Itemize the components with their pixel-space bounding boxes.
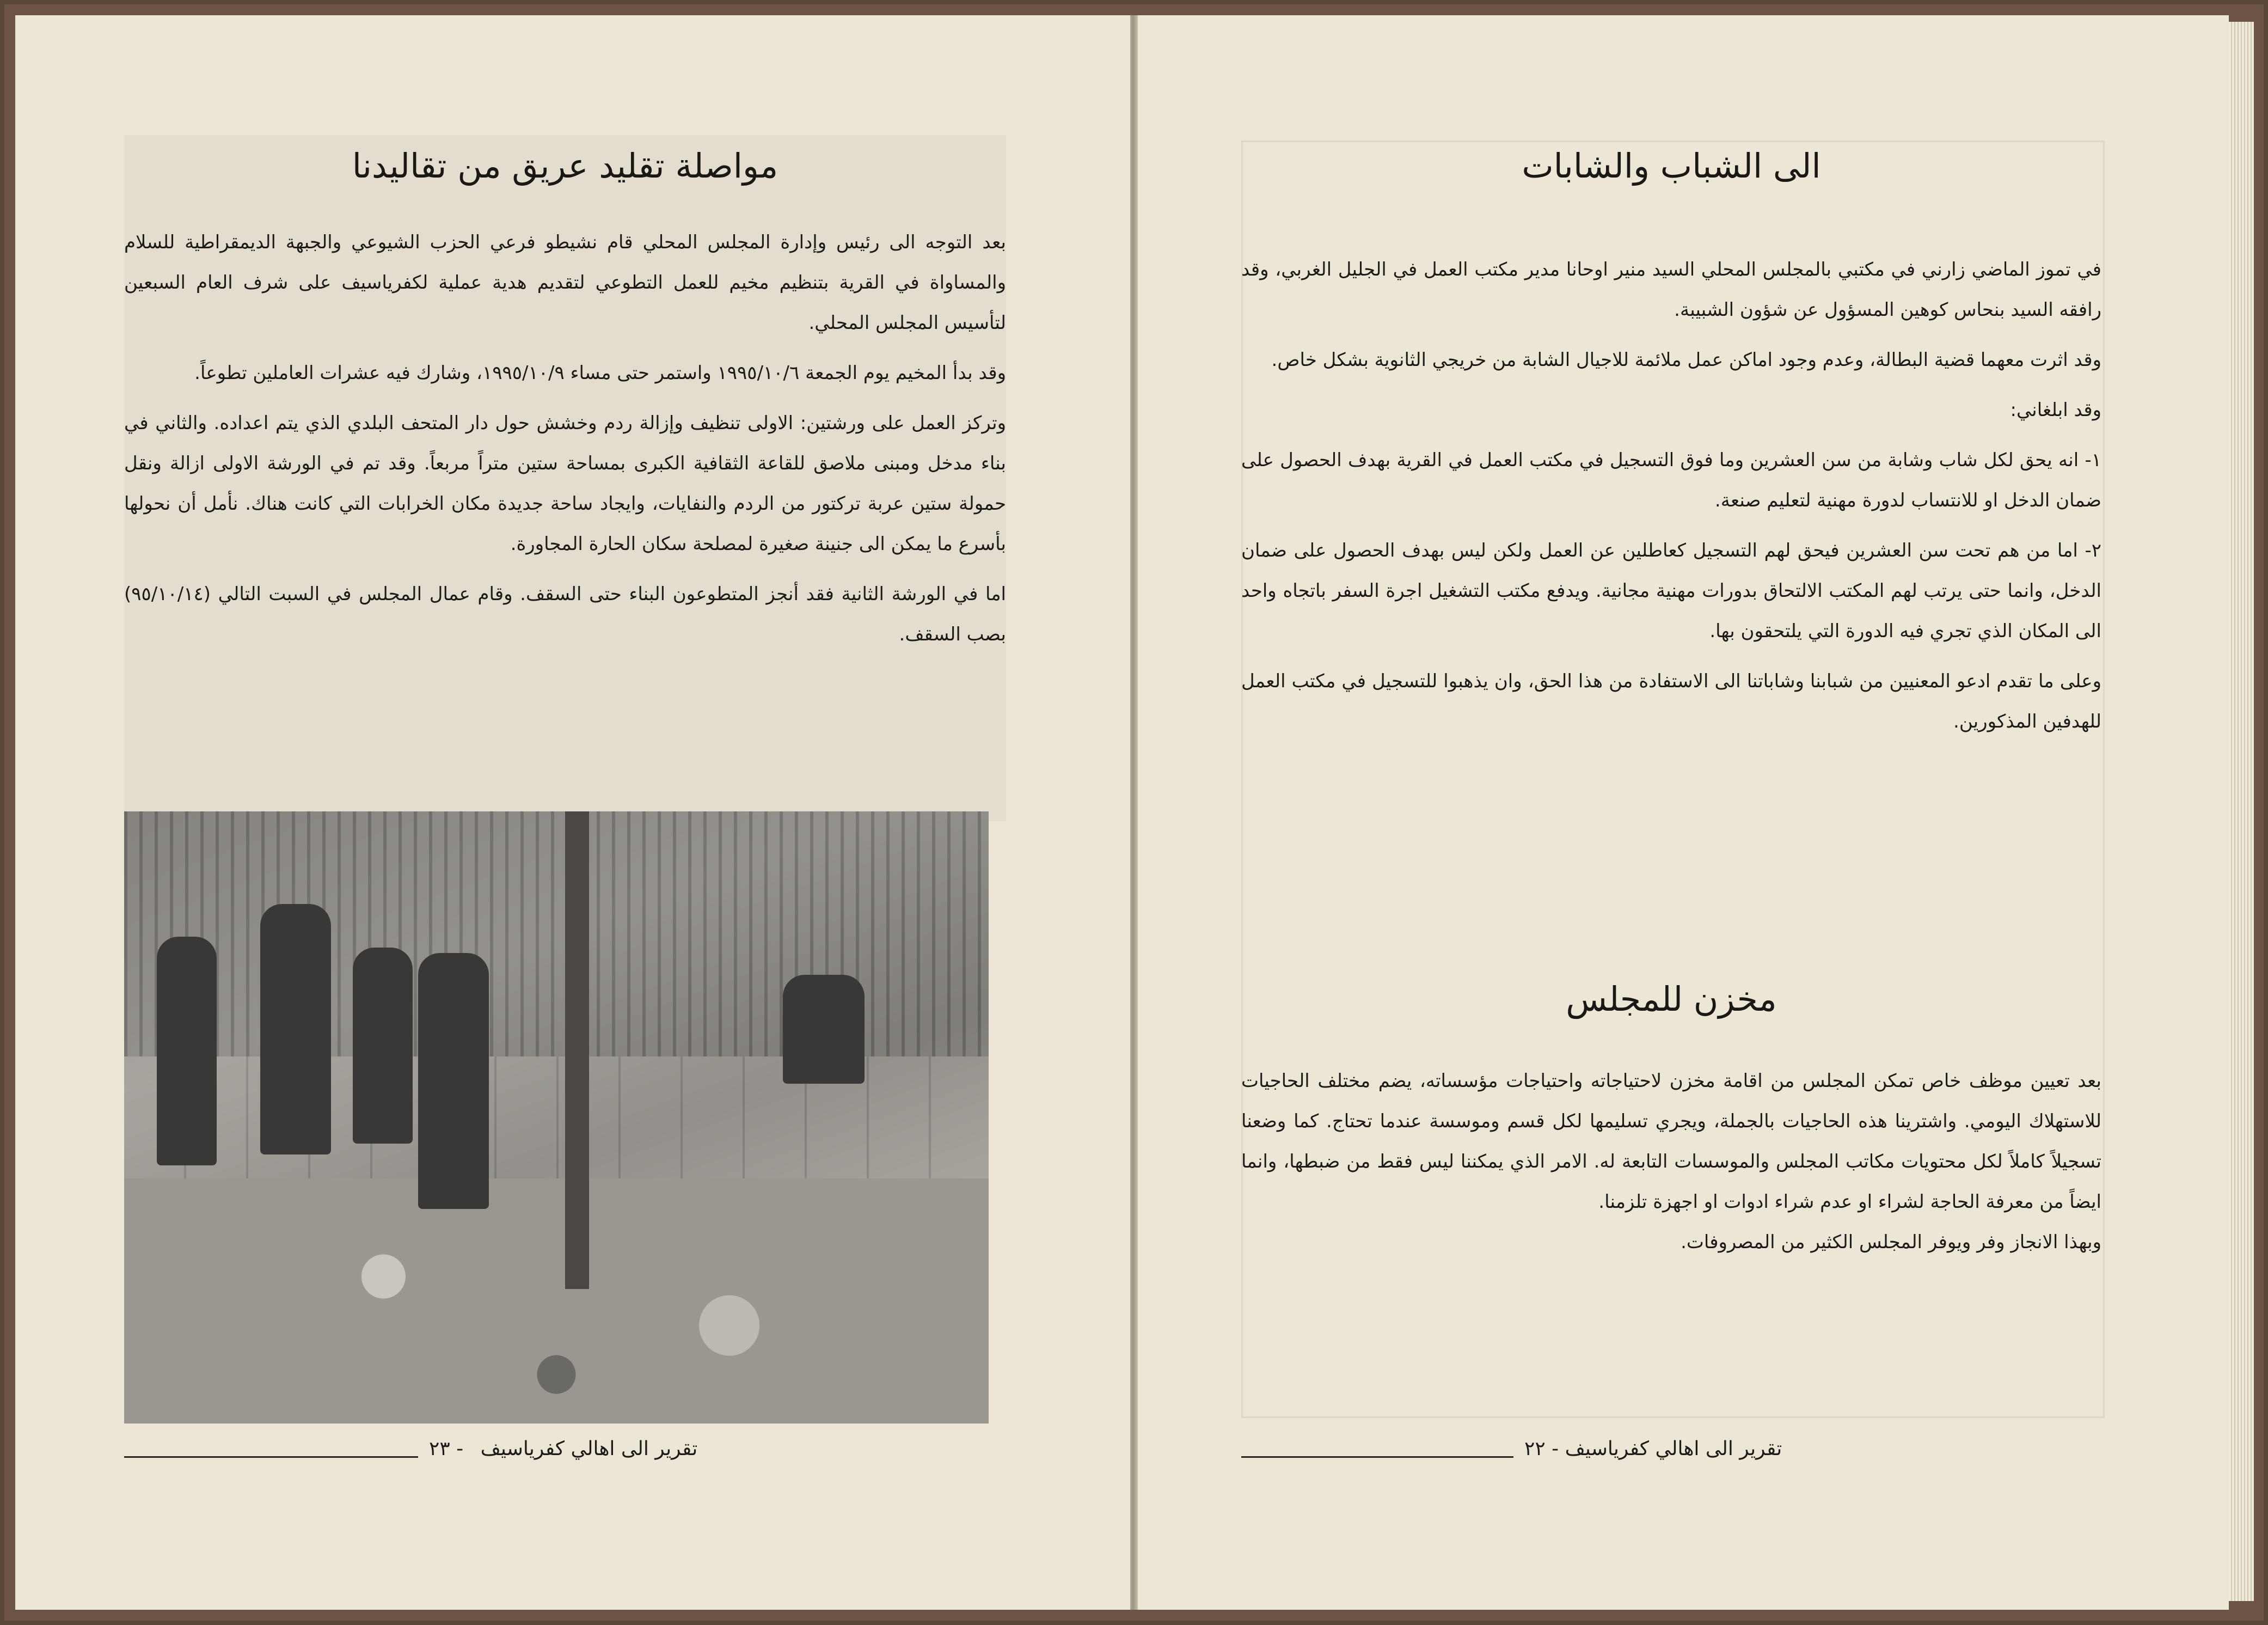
footer-rule (1241, 1456, 1513, 1458)
paragraph: اما في الورشة الثانية فقد أنجز المتطوعون البناء حتى السقف. وقام عمال المجلس في السبت التالي (٩٥/١٠/١٤) بصب السقف. (124, 583, 1006, 645)
right-page-title-youth: الى الشباب والشابات (1522, 146, 1821, 186)
page-number: - ٢٢ (1524, 1438, 1559, 1460)
paragraph: وبهذا الانجاز وفر ويوفر المجلس الكثير من المصروفات. (1681, 1231, 2101, 1253)
paragraph: ٢- اما من هم تحت سن العشرين فيحق لهم التسجيل كعاطلين عن العمل ولكن ليس بهدف الحصول على ضمان الدخل، وانما حتى يرتب لهم المكتب الالتحاق بدورات مهنية مجانية. ويدفع مكتب التشغيل اجرة السفر باتجاه واحد الى المكان الذي تجري فيه الدورة التي يلتحقون بها. (1241, 540, 2101, 642)
paragraph: وقد بدأ المخيم يوم الجمعة ١٩٩٥/١٠/٦ واستمر حتى مساء ١٩٩٥/١٠/٩، وشارك فيه عشرات العاملين تطوعاً. (194, 362, 1006, 384)
paragraph: في تموز الماضي زارني في مكتبي بالمجلس المحلي السيد منير اوحانا مدير مكتب العمل في الجليل الغربي، وقد رافقه السيد بنحاس كوهين المسؤول عن شؤون الشبيبة. (1241, 259, 2101, 321)
paragraph: وتركز العمل على ورشتين: الاولى تنظيف وإزالة ردم وخشش حول دار المتحف البلدي الذي يتم اعداده. والثاني في بناء مدخل ومبنى ملاصق للقاعة الثقافية الكبرى بمساحة ستين متراً مربعاً. وقد تم في الورشة الاولى ازالة ونقل حمولة ستين عربة تركتور من الردم والنفايات، وايجاد ساحة جديدة مكان الخرابات التي كانت هناك. نأمل أن نحولها بأسرع ما يمكن الى جنينة صغيرة لمصلحة سكان الحارة المجاورة. (124, 412, 1006, 555)
paragraph: وقد ابلغاني: (2010, 399, 2101, 421)
page-number: - ٢٣ (429, 1438, 464, 1460)
photo-worker (260, 904, 331, 1154)
left-page-body (124, 222, 1006, 655)
paragraph: ١- انه يحق لكل شاب وشابة من سن العشرين وما فوق التسجيل في مكتب العمل في القرية بهدف الحصول على ضمان الدخل او للانتساب لدورة مهنية لتعليم صنعة. (1241, 449, 2101, 511)
photo-pole (565, 811, 589, 1289)
photo-worker (418, 953, 489, 1209)
storage-section-body (1241, 1061, 2101, 1262)
paragraph: بعد تعيين موظف خاص تمكن المجلس من اقامة مخزن لاحتياجاته واحتياجات مؤسساته، يضم مختلف الحاجيات للاستهلاك اليومي. واشترينا هذه الحاجيات بالجملة، ويجري تسليمها لكل قسم وموسسة عندما تحتاج. كما وضعنا تسجيلاً كاملاً لكل محتويات مكاتب المجلس والموسسات التابعة له. الامر الذي يمكننا ليس فقط من ضبطها، وانما ايضاً من معرفة الحاجة لشراء او عدم شراء ادوات او اجهزة تلزمنا. (1241, 1070, 2101, 1213)
left-page (15, 15, 1130, 1610)
page-edges (2229, 22, 2254, 1601)
footer-rule (124, 1456, 418, 1458)
youth-section-body (1241, 249, 2101, 742)
paragraph: بعد التوجه الى رئيس وإدارة المجلس المحلي قام نشيطو فرعي الحزب الشيوعي والجبهة الديمقراطية للسلام والمساواة في القرية بتنظيم مخيم للعمل التطوعي لتقديم هدية عملية لكفرياسيف على شرف العام السبعين لتأسيس المجلس المحلي. (124, 231, 1006, 334)
left-page-footer (124, 1438, 1006, 1470)
left-page-title: مواصلة تقليد عريق من تقاليدنا (352, 146, 779, 186)
footer-text (1524, 1438, 2101, 1460)
right-page-footer (1241, 1438, 2101, 1470)
footer-text (429, 1438, 1006, 1460)
right-page-title-storage: مخزن للمجلس (1566, 979, 1777, 1019)
photo-worker (353, 948, 413, 1144)
volunteer-work-photo (124, 811, 989, 1424)
paragraph: وعلى ما تقدم ادعو المعنيين من شبابنا وشاباتنا الى الاستفادة من هذا الحق، وان يذهبوا للتسجيل في مكتب العمل للهدفين المذكورين. (1241, 670, 2101, 732)
footer-title: تقرير الى اهالي كفرياسيف (480, 1438, 698, 1460)
photo-worker (157, 937, 217, 1165)
footer-title: تقرير الى اهالي كفرياسيف (1565, 1438, 1782, 1460)
photo-worker (783, 975, 865, 1084)
photo-rubble (124, 1178, 989, 1424)
paragraph: وقد اثرت معهما قضية البطالة، وعدم وجود اماكن عمل ملائمة للاجيال الشابة من خريجي الثانوية بشكل خاص. (1271, 349, 2101, 371)
right-page (1138, 15, 2229, 1610)
